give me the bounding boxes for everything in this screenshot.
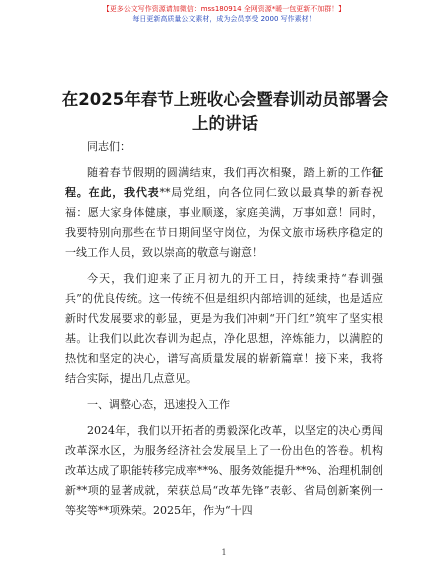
promo-banner-line-2: 每日更新高质量公文素材，成为会员享受 2000 写作素材！ xyxy=(132,15,316,23)
paragraph-1-bold: 征程。在此，我代表 xyxy=(65,166,383,199)
salutation: 同志们： xyxy=(87,140,131,153)
document-body xyxy=(65,137,383,521)
paragraph-1-text-a: 随着春节假期的圆满结束，我们再次相聚，踏上新的工作 xyxy=(87,166,372,179)
page-number: 1 xyxy=(221,548,227,557)
paragraph-1-text-b: **局党组，向各位同仁致以最真挚的新春祝福：愿大家身体健康，事业顺遂，家庭美满，万事如意！同时，我要特别向那些在节日期间坚守岗位，为保文旅市场秩序稳定的一线工作人员，致以崇高的敬意与谢意！ xyxy=(65,186,384,259)
paragraph-2: 今天，我们迎来了正月初九的开工日，持续秉持“春训强兵”的优良传统。这一传统不但是组织内部培训的延续，也是适应新时代发展要求的彰显，更是为我们冲刺“开门红”筑牢了坚实根基。让我们以此次春训为起点，净化思想，淬炼能力，以满腔的热忱和坚定的决心，谱写高质量发展的崭新篇章！接下来，我将结合实际，提出几点意见。 xyxy=(65,272,383,385)
paragraph-1 xyxy=(65,163,383,263)
promo-banner xyxy=(0,4,448,24)
section-heading-1: 一、调整心态，迅速投入工作 xyxy=(87,398,230,411)
promo-banner-line-1: 【更多公文写作资源请加微信：mss180914 全网资源*暖一包更新不加群！】 xyxy=(102,5,346,13)
paragraph-3: 2024年，我们以开拓者的勇毅深化改革，以坚定的决心勇闯改革深水区，为服务经济社会发展呈上了一份出色的答卷。机构改革达成了职能转移完成率**%、服务效能提升**%、治理机制创新**项的显著成就，荣获总局“改革先锋”表彰、省局创新案例一等奖等**项殊荣。2025年，作为“十四 xyxy=(65,424,383,517)
document-title: 在2025年春节上班收心会暨春训动员部署会上的讲话 xyxy=(61,90,389,133)
